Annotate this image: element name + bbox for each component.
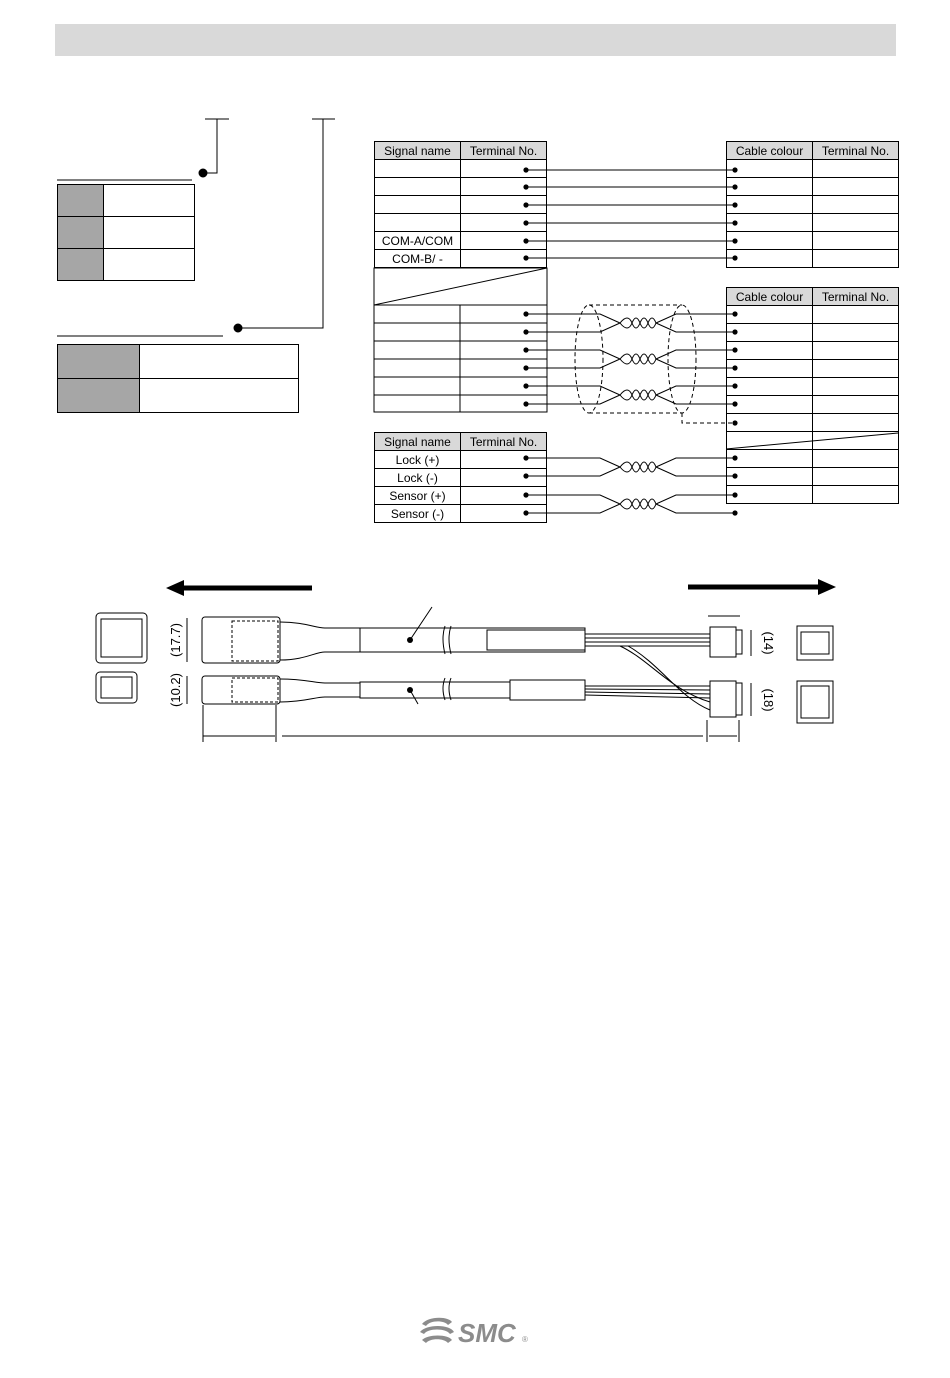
arrow-left-icon bbox=[166, 580, 312, 596]
header-signal-name: Signal name bbox=[375, 142, 461, 160]
signal-cell: Lock (+) bbox=[375, 451, 461, 469]
header-terminal-no: Terminal No. bbox=[813, 288, 899, 306]
smc-logo bbox=[418, 1312, 530, 1354]
signal-cell: Sensor (+) bbox=[375, 487, 461, 505]
logo-text: SMC bbox=[458, 1318, 516, 1348]
header-terminal-no: Terminal No. bbox=[461, 433, 547, 451]
header-cable-colour: Cable colour bbox=[727, 142, 813, 160]
signal-cell: Lock (-) bbox=[375, 469, 461, 487]
dim-right-top-connector-height: (14) bbox=[761, 631, 776, 655]
signal-cell: COM-B/ - bbox=[375, 250, 461, 268]
dim-top-connector-height: (17.7) bbox=[168, 623, 183, 657]
header-cable-colour: Cable colour bbox=[727, 288, 813, 306]
logo-mark: ® bbox=[522, 1335, 528, 1344]
dim-bottom-connector-height: (10.2) bbox=[168, 673, 183, 707]
signal-cell: Sensor (-) bbox=[375, 505, 461, 523]
arrow-right-icon bbox=[688, 579, 836, 595]
signal-cell: COM-A/COM bbox=[375, 232, 461, 250]
header-terminal-no: Terminal No. bbox=[461, 142, 547, 160]
header-terminal-no: Terminal No. bbox=[813, 142, 899, 160]
dim-right-bottom-connector-height: (18) bbox=[761, 688, 776, 712]
header-signal-name: Signal name bbox=[375, 433, 461, 451]
